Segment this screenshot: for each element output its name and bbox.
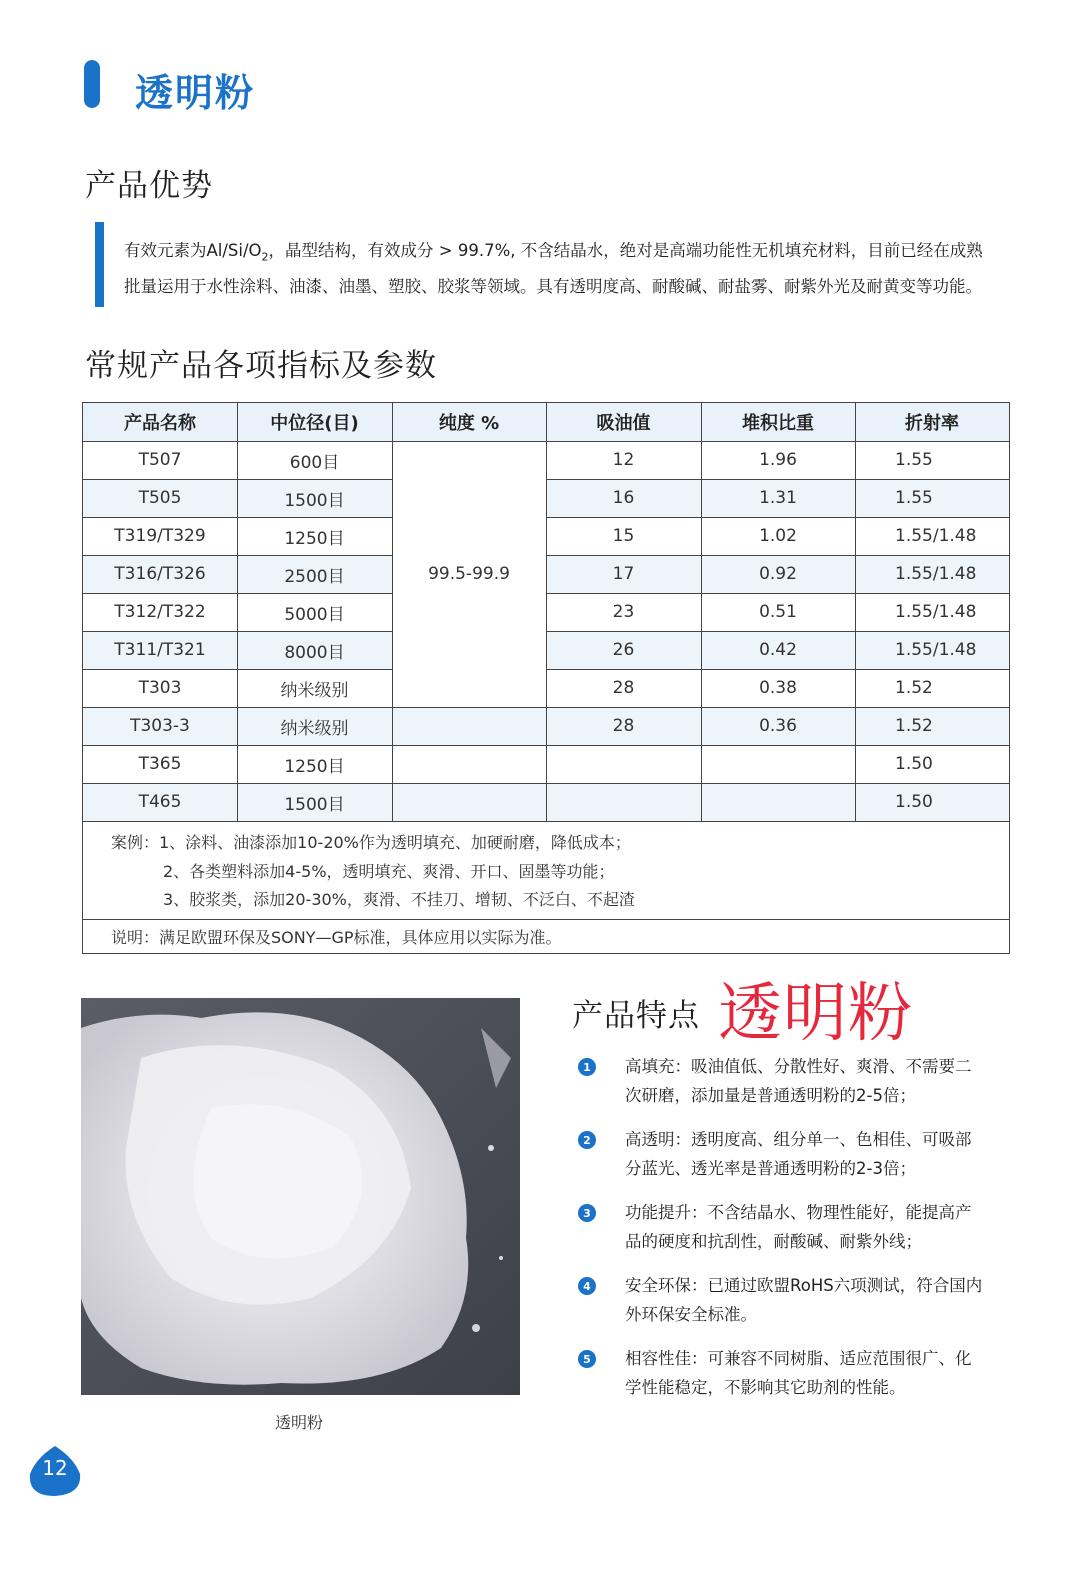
advantage-line-2: 批量运用于水性涂料、油漆、油墨、塑胶、胶浆等领域。具有透明度高、耐酸碱、耐盐雾、耐紫外光及耐黄变等功能。 <box>124 277 982 297</box>
table-col-line <box>855 403 856 821</box>
case-line: 3、胶浆类，添加20-30%，爽滑、不挂刀、增韧、不泛白、不起渣 <box>163 890 635 909</box>
table-cell: T465 <box>138 792 182 812</box>
table-cell: 1.55/1.48 <box>895 640 977 660</box>
table-cell: 12 <box>612 450 635 470</box>
advantage-text <box>124 236 1024 302</box>
table-cell: 1.31 <box>759 488 797 508</box>
table-cell: 1.96 <box>759 450 797 470</box>
table-row-line <box>546 669 1009 670</box>
table-cell: 0.51 <box>759 602 797 622</box>
table-cell: 17 <box>612 564 635 584</box>
feature-number-badge: 4 <box>578 1277 596 1295</box>
table-cell: 1.50 <box>895 754 933 774</box>
table-cell <box>701 745 855 783</box>
table-cell: 2500目 <box>284 566 345 587</box>
table-cell: T505 <box>138 488 182 508</box>
table-row-line <box>546 555 1009 556</box>
feature-number-badge: 1 <box>578 1058 596 1076</box>
note-text: 说明：满足欧盟环保及SONY—GP标准，具体应用以实际为准。 <box>111 928 562 947</box>
table-cell: 600目 <box>289 452 340 473</box>
table-cell: T319/T329 <box>114 526 206 546</box>
photo-caption: 透明粉 <box>275 1413 324 1432</box>
table-cell: 15 <box>612 526 635 546</box>
table-cell: T311/T321 <box>114 640 206 660</box>
table-row-line <box>546 517 1009 518</box>
table-cell <box>546 783 701 821</box>
table-row-line <box>546 631 1009 632</box>
table-cell: 1.55 <box>895 488 933 508</box>
table-cell: 1.55/1.48 <box>895 602 977 622</box>
table-row-line <box>83 821 1009 822</box>
advantage-accent-bar <box>95 222 104 307</box>
feature-number-badge: 5 <box>578 1350 596 1368</box>
table-cell <box>701 783 855 821</box>
table-cell: 1500目 <box>284 490 345 511</box>
cases-divider <box>83 919 1009 920</box>
table-col-line <box>546 403 547 821</box>
spec-heading: 常规产品各项指标及参数 <box>85 348 437 384</box>
feature-text: 安全环保：已通过欧盟RoHS六项测试，符合国内外环保安全标准。 <box>625 1276 983 1324</box>
table-header-cell: 产品名称 <box>83 403 237 441</box>
feature-text: 相容性佳：可兼容不同树脂、适应范围很广、化学性能稳定，不影响其它助剂的性能。 <box>625 1349 972 1397</box>
case-line: 2、各类塑料添加4-5%，透明填充、爽滑、开口、固墨等功能； <box>163 861 615 881</box>
table-cell: 26 <box>612 640 635 660</box>
table-header-cell: 吸油值 <box>546 403 701 441</box>
table-cell: 0.38 <box>759 678 797 698</box>
table-header-cell: 中位径(目) <box>237 403 392 441</box>
page-number: 12 <box>42 1456 68 1480</box>
table-row-line <box>546 479 1009 480</box>
cases-block <box>111 829 991 915</box>
table-cell: 纳米级别 <box>280 718 349 739</box>
advantage-line-1: 有效元素为$Al/Si/O_2$，晶型结构，有效成分 > 99.7%, 不含结晶水，绝对是高端功能性无机填充材料，目前已经在成熟 <box>124 241 983 264</box>
table-cell: 8000目 <box>284 642 345 663</box>
feature-text: 高透明：透明度高、组分单一、色相佳、可吸部分蓝光、透光率是普通透明粉的2-3倍； <box>625 1130 972 1178</box>
features-heading: 产品特点 <box>572 998 700 1034</box>
table-cell: 0.42 <box>759 640 797 660</box>
feature-number-badge: 3 <box>578 1204 596 1222</box>
table-cell <box>546 745 701 783</box>
table-cell: 1.02 <box>759 526 797 546</box>
table-header-cell: 堆积比重 <box>701 403 855 441</box>
spec-table <box>82 402 1010 954</box>
table-col-line <box>392 403 393 821</box>
table-cell: 1500目 <box>284 794 345 815</box>
title-accent-bar <box>84 60 100 108</box>
powder-image <box>81 998 520 1395</box>
table-cell: 1.55/1.48 <box>895 526 977 546</box>
table-cell: 1250目 <box>284 528 345 549</box>
feature-number-badge: 2 <box>578 1131 596 1149</box>
table-col-line <box>701 403 702 821</box>
table-cell: 28 <box>612 716 635 736</box>
table-cell: 1.52 <box>895 678 933 698</box>
table-cell: 5000目 <box>284 604 345 625</box>
table-cell: T303-3 <box>130 716 190 736</box>
table-header-cell: 折射率 <box>855 403 1009 441</box>
table-cell: T316/T326 <box>114 564 206 584</box>
table-cell: 16 <box>612 488 635 508</box>
table-cell: 1.50 <box>895 792 933 812</box>
table-cell: T312/T322 <box>114 602 206 622</box>
case-line: 案例：1、涂料、油漆添加10-20%作为透明填充、加硬耐磨，降低成本； <box>111 833 631 852</box>
features-red-title: 透明粉 <box>718 977 913 1051</box>
page-title: 透明粉 <box>135 71 256 115</box>
product-photo <box>81 998 520 1395</box>
table-cell: 0.36 <box>759 716 797 736</box>
table-cell: 1.55 <box>895 450 933 470</box>
feature-text: 功能提升：不含结晶水、物理性能好，能提高产品的硬度和抗刮性，耐酸碱、耐紫外线； <box>625 1203 972 1251</box>
table-col-line <box>237 403 238 821</box>
advantage-heading: 产品优势 <box>85 168 213 204</box>
table-cell: 纳米级别 <box>280 680 349 701</box>
table-row-line <box>546 593 1009 594</box>
table-cell: 0.92 <box>759 564 797 584</box>
table-cell: T365 <box>138 754 182 774</box>
table-cell: T507 <box>138 450 182 470</box>
table-cell: 28 <box>612 678 635 698</box>
table-cell: 1.52 <box>895 716 933 736</box>
table-cell: 23 <box>612 602 635 622</box>
table-cell: T303 <box>138 678 182 698</box>
feature-text: 高填充：吸油值低、分散性好、爽滑、不需要二次研磨，添加量是普通透明粉的2-5倍； <box>625 1057 972 1105</box>
table-cell: 1.55/1.48 <box>895 564 977 584</box>
table-cell: 1250目 <box>284 756 345 777</box>
purity-merged-cell: 99.5-99.9 <box>392 441 546 707</box>
table-header-cell: 纯度 % <box>392 403 546 441</box>
